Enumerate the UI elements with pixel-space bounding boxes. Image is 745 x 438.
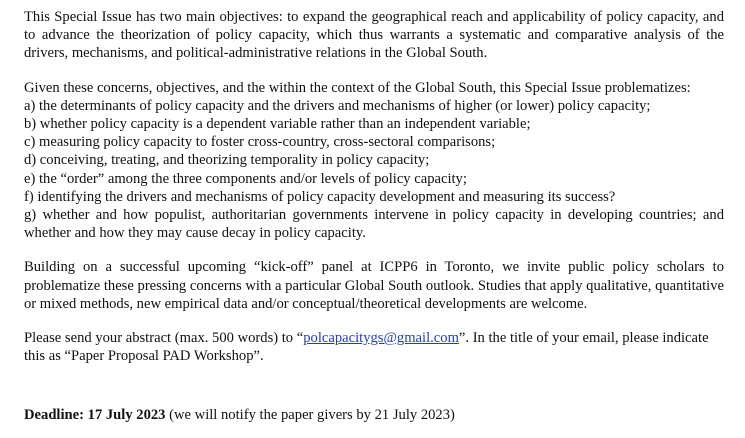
list-item-d: d) conceiving, treating, and theorizing temporality in policy capacity; [24, 152, 430, 169]
list-item-f: f) identifying the drivers and mechanisms of policy capacity development and measuring its success? [24, 188, 616, 205]
list-item-a: a) the determinants of policy capacity and the drivers and mechanisms of higher (or lower) policy capacity; [24, 97, 651, 114]
submission-paragraph [24, 329, 724, 365]
objectives-paragraph: This Special Issue has two main objectives: to expand the geographical reach and applicability of policy capacity, and to advance the theorization of policy capacity, which thus warrants a systematic and comparative analysis of the drivers, mechanisms, and political-administrative relations in the Global South. [24, 9, 724, 62]
submission-text-after: ”. In the title of your email, please indicate this as “Paper Proposal PAD Workshop”. [24, 330, 709, 365]
problematization-section [24, 79, 724, 243]
list-item-g: g) whether and how populist, authoritarian governments intervene in policy capacity in developing countries; and whether and how they may cause decay in policy capacity. [24, 207, 724, 242]
deadline-label: Deadline: 17 July 2023 [24, 407, 166, 423]
list-item-b: b) whether policy capacity is a dependent variable rather than an independent variable; [24, 116, 531, 133]
problematization-intro: Given these concerns, objectives, and the within the context of the Global South, this Special Issue problematizes: [24, 79, 691, 96]
email-link[interactable]: polcapacitygs@gmail.com [303, 330, 459, 347]
list-item-e: e) the “order” among the three components and/or levels of policy capacity; [24, 170, 467, 187]
deadline-note: (we will notify the paper givers by 21 July 2023) [165, 407, 455, 423]
submission-text-before: Please send your abstract (max. 500 words) to “ [24, 330, 304, 347]
list-item-c: c) measuring policy capacity to foster cross-country, cross-sectoral comparisons; [24, 134, 496, 151]
deadline-line [24, 406, 455, 424]
document-body [24, 8, 724, 381]
call-paragraph: Building on a successful upcoming “kick-off” panel at ICPP6 in Toronto, we invite public policy scholars to problematize these pressing concerns with a particular Global South outlook. Studies that apply qualitative, quantitative or mixed methods, new empirical data and/or conceptual/theoretical developments are welcome. [24, 259, 724, 312]
